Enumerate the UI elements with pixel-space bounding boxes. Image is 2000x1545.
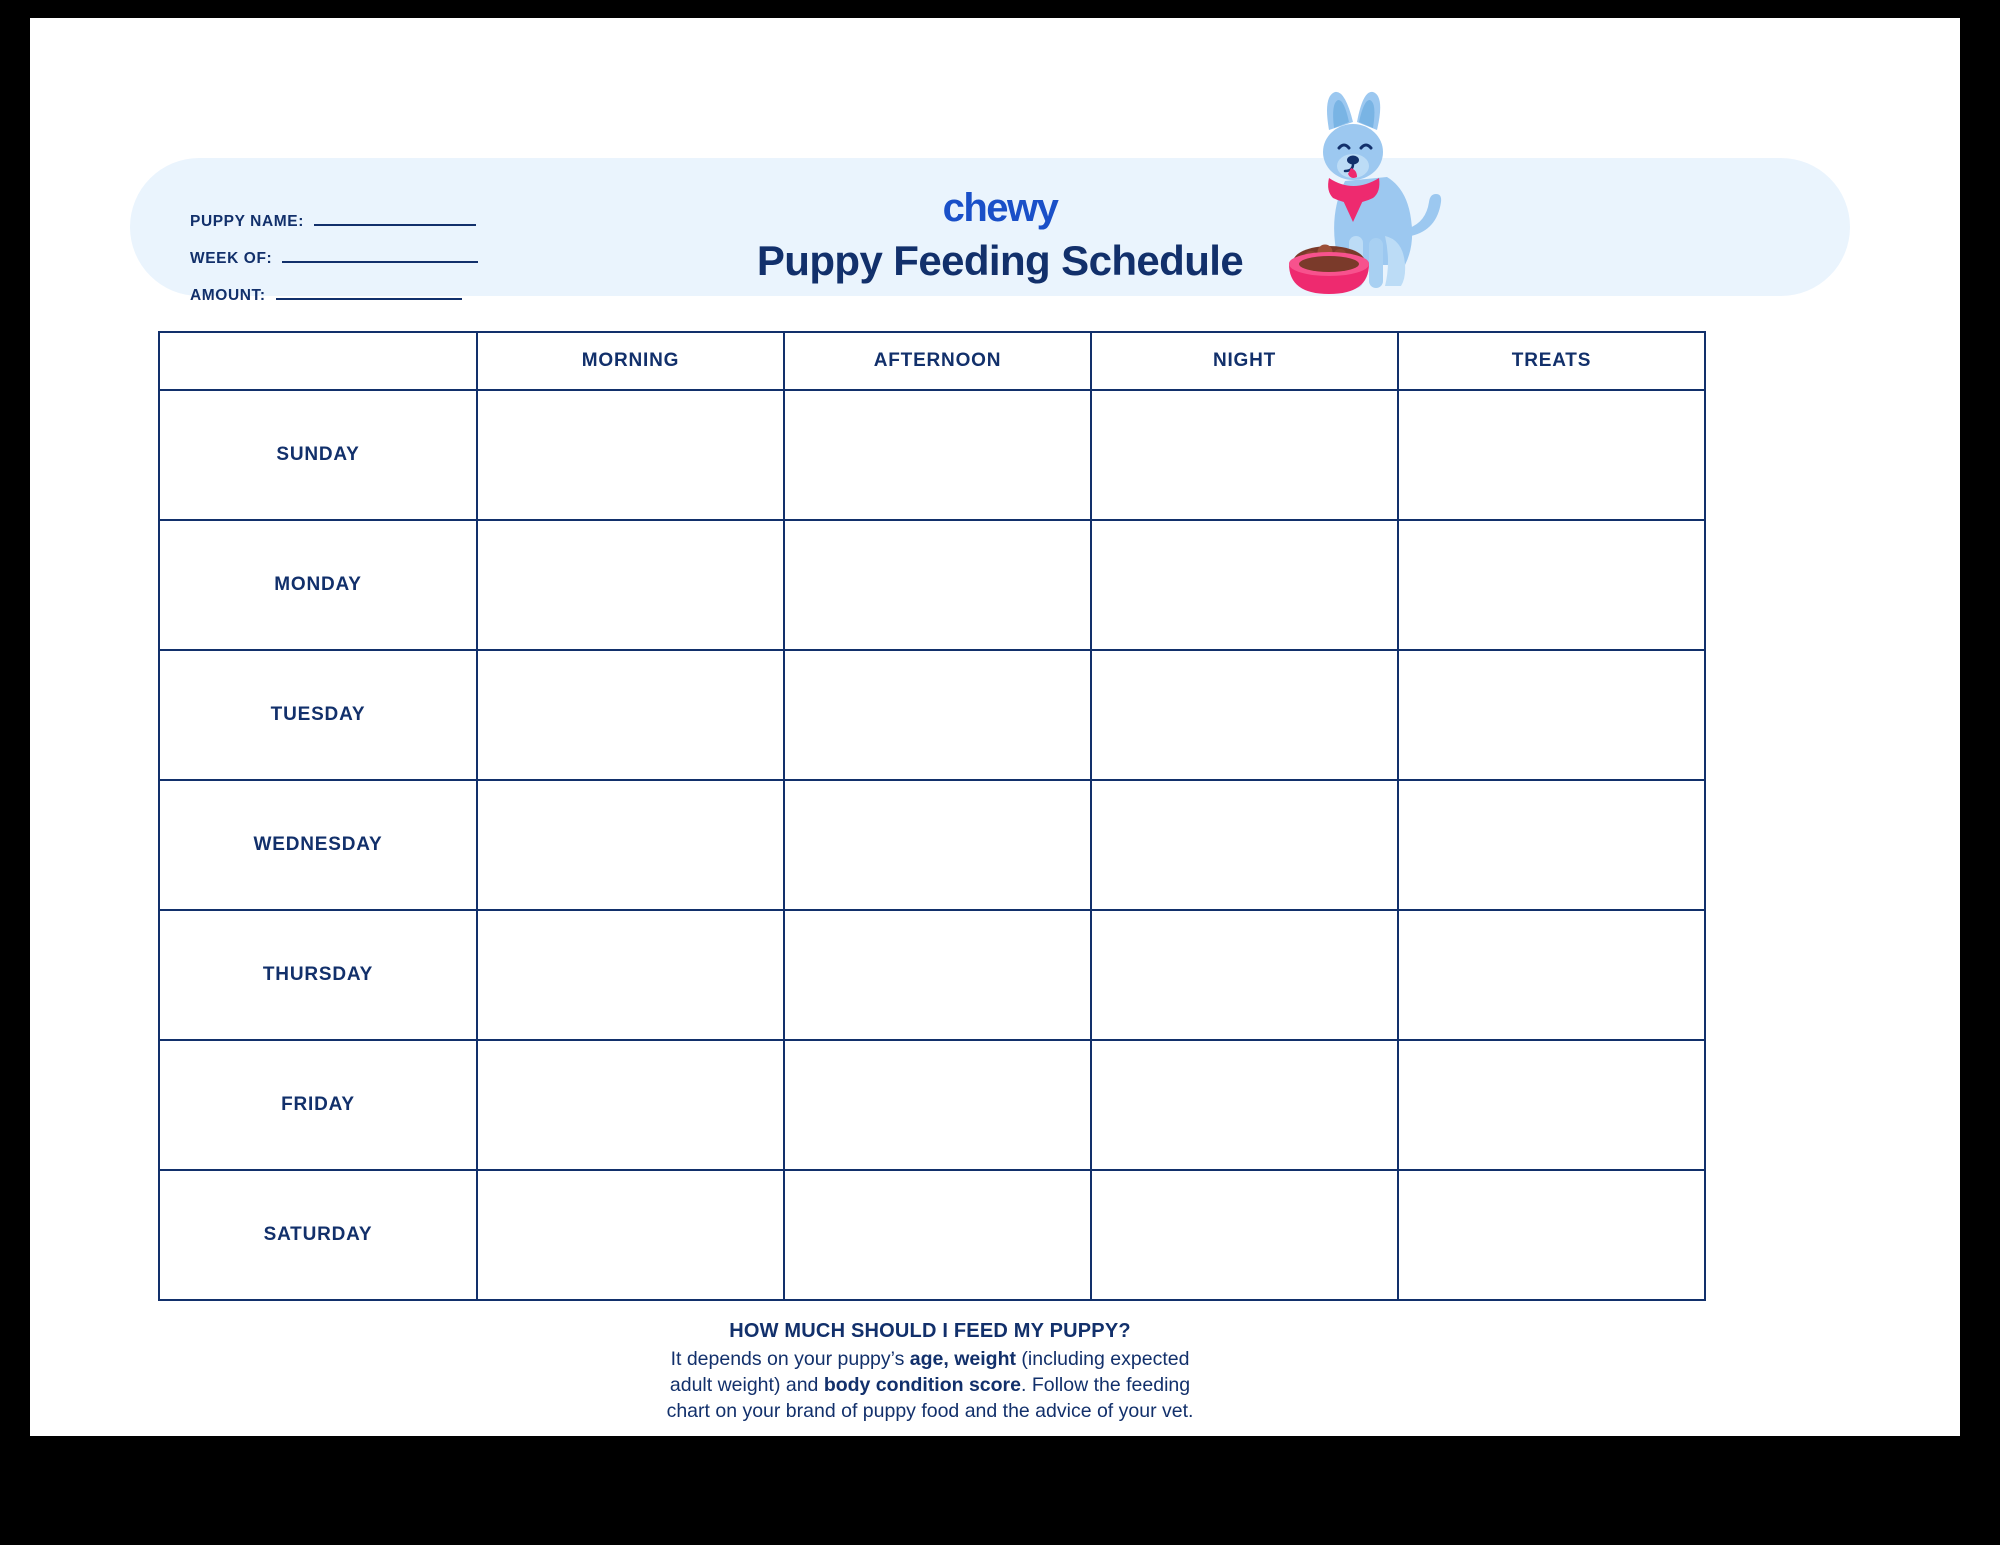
cell-saturday-morning[interactable] (477, 1170, 784, 1300)
table-row (159, 1040, 1705, 1170)
table-row (159, 520, 1705, 650)
fill-in-fields (190, 194, 670, 305)
printable-sheet (30, 18, 1960, 1436)
page-title: Puppy Feeding Schedule (756, 237, 1244, 284)
footer-line2-bold: body condition score (823, 1374, 1021, 1397)
cell-monday-afternoon[interactable] (784, 520, 1091, 650)
footer-note (510, 1318, 1350, 1425)
cell-wednesday-morning[interactable] (477, 780, 784, 910)
day-label-tuesday: TUESDAY (159, 650, 477, 780)
cell-monday-treats[interactable] (1398, 520, 1705, 650)
day-label-saturday: SATURDAY (159, 1170, 477, 1300)
footer-line2-c: . Follow the feeding (1021, 1374, 1191, 1397)
table-row (159, 910, 1705, 1040)
cell-thursday-treats[interactable] (1398, 910, 1705, 1040)
footer-heading: HOW MUCH SHOULD I FEED MY PUPPY? (729, 1320, 1131, 1342)
field-puppy-name[interactable] (190, 194, 670, 231)
cell-monday-morning[interactable] (477, 520, 784, 650)
cell-friday-night[interactable] (1091, 1040, 1398, 1170)
cell-friday-morning[interactable] (477, 1040, 784, 1170)
cell-tuesday-night[interactable] (1091, 650, 1398, 780)
puppy-with-food-bowl-illustration (1285, 86, 1465, 316)
day-label-monday: MONDAY (159, 520, 477, 650)
footer-line1-bold: age, weight (909, 1348, 1016, 1371)
field-week-of[interactable] (190, 231, 670, 268)
footer-body (510, 1347, 1350, 1424)
table-corner-cell (159, 332, 477, 390)
table-row (159, 1170, 1705, 1300)
day-label-wednesday: WEDNESDAY (159, 780, 477, 910)
column-header-treats: TREATS (1398, 332, 1705, 390)
cell-tuesday-morning[interactable] (477, 650, 784, 780)
table-row (159, 390, 1705, 520)
table-row (159, 780, 1705, 910)
cell-sunday-morning[interactable] (477, 390, 784, 520)
day-label-friday: FRIDAY (159, 1040, 477, 1170)
cell-wednesday-treats[interactable] (1398, 780, 1705, 910)
day-label-sunday: SUNDAY (159, 390, 477, 520)
field-week-of-line[interactable] (282, 260, 478, 263)
day-label-thursday: THURSDAY (159, 910, 477, 1040)
field-puppy-name-line[interactable] (314, 223, 476, 226)
cell-tuesday-treats[interactable] (1398, 650, 1705, 780)
cell-saturday-afternoon[interactable] (784, 1170, 1091, 1300)
field-amount-line[interactable] (276, 297, 462, 300)
chewy-logo: chewy (942, 186, 1058, 230)
cell-thursday-night[interactable] (1091, 910, 1398, 1040)
table-row (159, 650, 1705, 780)
feeding-schedule-table (158, 331, 1706, 1301)
field-puppy-name-label: PUPPY NAME: (190, 213, 304, 230)
footer-line1-c: (including expected (1015, 1348, 1190, 1371)
cell-wednesday-night[interactable] (1091, 780, 1398, 910)
footer-line1-a: It depends on your puppy’s (670, 1348, 910, 1371)
field-week-of-label: WEEK OF: (190, 250, 273, 267)
cell-saturday-night[interactable] (1091, 1170, 1398, 1300)
column-header-afternoon: AFTERNOON (784, 332, 1091, 390)
brand-and-title (630, 186, 1370, 285)
column-header-night: NIGHT (1091, 332, 1398, 390)
cell-tuesday-afternoon[interactable] (784, 650, 1091, 780)
cell-sunday-night[interactable] (1091, 390, 1398, 520)
cell-thursday-morning[interactable] (477, 910, 784, 1040)
footer-line3: chart on your brand of puppy food and the advice of your vet. (666, 1399, 1194, 1422)
footer-line2-a: adult weight) and (669, 1374, 824, 1397)
cell-sunday-afternoon[interactable] (784, 390, 1091, 520)
column-header-morning: MORNING (477, 332, 784, 390)
table-header-row (159, 332, 1705, 390)
cell-sunday-treats[interactable] (1398, 390, 1705, 520)
cell-saturday-treats[interactable] (1398, 1170, 1705, 1300)
field-amount-label: AMOUNT: (190, 287, 266, 304)
cell-wednesday-afternoon[interactable] (784, 780, 1091, 910)
cell-thursday-afternoon[interactable] (784, 910, 1091, 1040)
cell-friday-treats[interactable] (1398, 1040, 1705, 1170)
cell-monday-night[interactable] (1091, 520, 1398, 650)
cell-friday-afternoon[interactable] (784, 1040, 1091, 1170)
field-amount[interactable] (190, 268, 670, 305)
